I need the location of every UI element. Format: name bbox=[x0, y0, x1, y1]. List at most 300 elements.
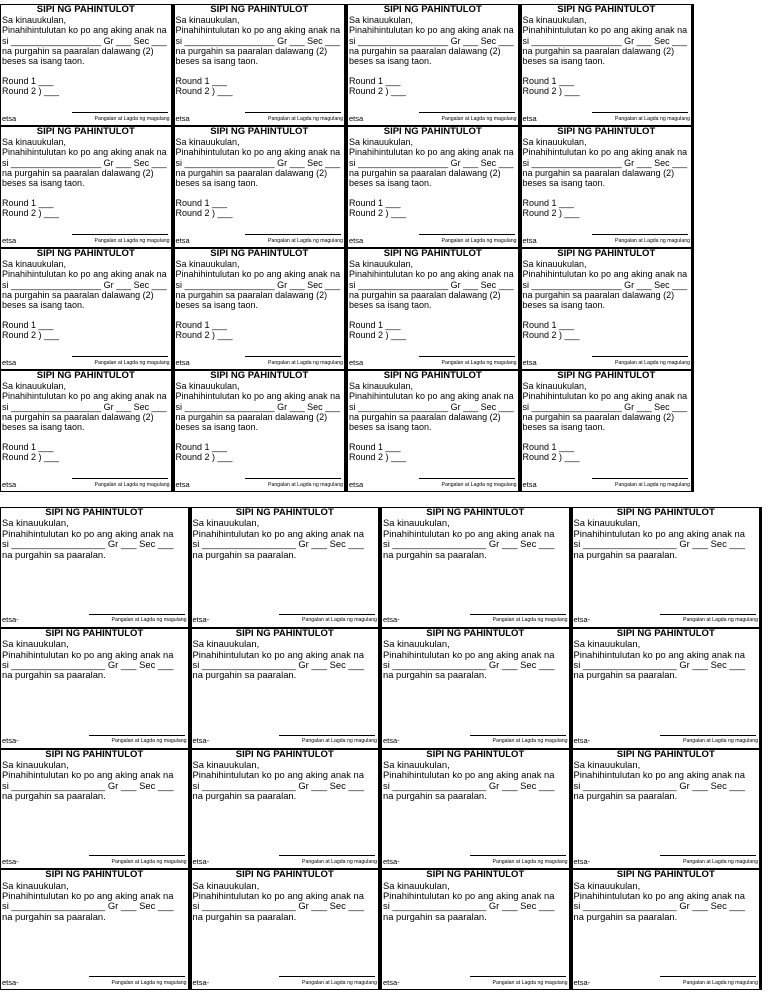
slip-greeting: Sa kinauukulan, bbox=[573, 758, 641, 770]
slip-frequency-line: beses sa isang taon. bbox=[522, 178, 606, 189]
slip-greeting: Sa kinauukulan, bbox=[192, 879, 260, 891]
slip-round-1: Round 1 ___ bbox=[2, 198, 54, 209]
slip-title: SIPI NG PAHINTULOT bbox=[616, 627, 715, 639]
slip-frequency-line: beses sa isang taon. bbox=[2, 422, 85, 433]
slip-permission-line: Pinahihintulutan ko po ang aking anak na bbox=[383, 890, 555, 902]
permission-slip bbox=[0, 248, 174, 370]
slip-student-line: si __________________ Gr ___ Sec ___ bbox=[522, 35, 688, 46]
slip-date-label: etsa- bbox=[383, 856, 400, 866]
slip-signature-label: Pangalan at Lagda ng magulang bbox=[268, 237, 343, 244]
slip-title: SIPI NG PAHINTULOT bbox=[210, 4, 309, 15]
slip-purpose-line: na purgahin sa paaralan. bbox=[573, 790, 678, 802]
slip-greeting: Sa kinauukulan, bbox=[383, 517, 450, 529]
slip-purpose-line: na purgahin sa paaralan. bbox=[192, 548, 297, 560]
slip-greeting: Sa kinauukulan, bbox=[573, 879, 641, 891]
slip-frequency-line: beses sa isang taon. bbox=[175, 178, 259, 189]
slip-round-1: Round 1 ___ bbox=[175, 76, 228, 87]
slip-purpose-line: na purgahin sa paaralan. bbox=[192, 669, 297, 681]
slip-signature-label: Pangalan at Lagda ng magulang bbox=[268, 481, 343, 488]
slip-date-label: etsa bbox=[175, 479, 190, 489]
slip-purpose-line: na purgahin sa paaralan dalawang (2) bbox=[522, 289, 675, 300]
slip-student-line: si __________________ Gr ___ Sec ___ bbox=[2, 401, 167, 412]
slip-title: SIPI NG PAHINTULOT bbox=[45, 748, 144, 760]
slip-student-line: si __________________ Gr ___ Sec ___ bbox=[175, 401, 341, 412]
slip-frequency-line: beses sa isang taon. bbox=[349, 300, 432, 311]
slip-date-label: etsa- bbox=[192, 977, 210, 987]
permission-slip bbox=[347, 126, 521, 248]
slip-purpose-line: na purgahin sa paaralan. bbox=[192, 910, 297, 922]
slip-permission-line: Pinahihintulutan ko po ang aking anak na bbox=[2, 648, 174, 660]
slip-frequency-line: beses sa isang taon. bbox=[2, 300, 85, 311]
slip-permission-line: Pinahihintulutan ko po ang aking anak na bbox=[2, 25, 167, 36]
slip-date-label: etsa- bbox=[2, 856, 19, 866]
slip-title: SIPI NG PAHINTULOT bbox=[210, 370, 309, 381]
slip-purpose-line: na purgahin sa paaralan dalawang (2) bbox=[522, 411, 675, 422]
slip-greeting: Sa kinauukulan, bbox=[383, 638, 450, 650]
permission-slip bbox=[0, 370, 174, 492]
slip-date-label: etsa- bbox=[192, 615, 210, 625]
slip-date-label: etsa bbox=[175, 357, 190, 367]
slip-greeting: Sa kinauukulan, bbox=[2, 517, 69, 529]
slip-title: SIPI NG PAHINTULOT bbox=[45, 627, 144, 639]
slip-round-2: Round 2 ) ___ bbox=[349, 452, 407, 463]
slip-round-2: Round 2 ) ___ bbox=[2, 452, 60, 463]
permission-slip bbox=[191, 869, 382, 990]
slip-student-line: si __________________ Gr ___ Sec ___ bbox=[2, 157, 167, 168]
slip-signature-label: Pangalan at Lagda ng magulang bbox=[492, 738, 568, 745]
slip-round-2: Round 2 ) ___ bbox=[175, 452, 233, 463]
slip-permission-line: Pinahihintulutan ko po ang aking anak na bbox=[2, 147, 167, 158]
slip-frequency-line: beses sa isang taon. bbox=[2, 56, 85, 67]
slip-student-line: si __________________ Gr ___ Sec ___ bbox=[2, 779, 174, 791]
slip-date-label: etsa- bbox=[192, 856, 210, 866]
slip-signature-label: Pangalan at Lagda ng magulang bbox=[94, 359, 170, 366]
slip-title: SIPI NG PAHINTULOT bbox=[616, 748, 715, 760]
slip-signature-label: Pangalan at Lagda ng magulang bbox=[441, 237, 517, 244]
permission-slip bbox=[0, 749, 191, 870]
slip-title: SIPI NG PAHINTULOT bbox=[426, 748, 525, 760]
slip-date-label: etsa- bbox=[2, 615, 19, 625]
slip-student-line: si __________________ Gr ___ Sec ___ bbox=[175, 35, 341, 46]
slip-permission-line: Pinahihintulutan ko po ang aking anak na bbox=[383, 648, 555, 660]
slip-title: SIPI NG PAHINTULOT bbox=[36, 126, 135, 137]
slip-greeting: Sa kinauukulan, bbox=[175, 259, 240, 270]
slip-frequency-line: beses sa isang taon. bbox=[349, 422, 432, 433]
slip-round-2: Round 2 ) ___ bbox=[522, 86, 580, 97]
slip-purpose-line: na purgahin sa paaralan. bbox=[383, 910, 487, 922]
slip-date-label: etsa bbox=[522, 479, 537, 489]
slip-greeting: Sa kinauukulan, bbox=[522, 259, 587, 270]
slip-greeting: Sa kinauukulan, bbox=[349, 137, 414, 148]
slip-signature-label: Pangalan at Lagda ng magulang bbox=[302, 617, 377, 624]
slip-frequency-line: beses sa isang taon. bbox=[175, 300, 259, 311]
slip-purpose-line: na purgahin sa paaralan. bbox=[2, 790, 106, 802]
slip-student-line: si __________________ Gr ___ Sec ___ bbox=[349, 35, 514, 46]
slip-title: SIPI NG PAHINTULOT bbox=[45, 507, 144, 518]
slip-student-line: si __________________ Gr ___ Sec ___ bbox=[175, 279, 341, 290]
slip-student-line: si __________________ Gr ___ Sec ___ bbox=[522, 401, 688, 412]
slip-student-line: si __________________ Gr ___ Sec ___ bbox=[175, 157, 341, 168]
slip-round-1: Round 1 ___ bbox=[2, 76, 54, 87]
slip-student-line: si __________________ Gr ___ Sec ___ bbox=[383, 900, 555, 912]
slip-permission-line: Pinahihintulutan ko po ang aking anak na bbox=[522, 25, 688, 36]
slip-signature-label: Pangalan at Lagda ng magulang bbox=[492, 979, 568, 986]
slip-round-1: Round 1 ___ bbox=[522, 198, 575, 209]
slip-purpose-line: na purgahin sa paaralan dalawang (2) bbox=[2, 289, 154, 300]
permission-slip bbox=[347, 370, 521, 492]
permission-slip bbox=[572, 507, 763, 628]
slip-round-1: Round 1 ___ bbox=[349, 320, 401, 331]
slip-student-line: si __________________ Gr ___ Sec ___ bbox=[192, 538, 364, 550]
slip-title: SIPI NG PAHINTULOT bbox=[383, 126, 482, 137]
slip-date-label: etsa- bbox=[383, 615, 400, 625]
slip-purpose-line: na purgahin sa paaralan. bbox=[573, 669, 678, 681]
slip-round-2: Round 2 ) ___ bbox=[175, 330, 233, 341]
slip-purpose-line: na purgahin sa paaralan. bbox=[383, 790, 487, 802]
slip-purpose-line: na purgahin sa paaralan. bbox=[2, 669, 106, 681]
permission-slip bbox=[347, 248, 521, 370]
slip-purpose-line: na purgahin sa paaralan. bbox=[2, 910, 106, 922]
slip-permission-line: Pinahihintulutan ko po ang aking anak na bbox=[573, 527, 745, 539]
slip-greeting: Sa kinauukulan, bbox=[349, 15, 414, 26]
slip-signature-label: Pangalan at Lagda ng magulang bbox=[268, 359, 343, 366]
slip-signature-label: Pangalan at Lagda ng magulang bbox=[441, 359, 517, 366]
slip-round-1: Round 1 ___ bbox=[175, 320, 228, 331]
slip-greeting: Sa kinauukulan, bbox=[349, 259, 414, 270]
slip-purpose-line: na purgahin sa paaralan dalawang (2) bbox=[2, 167, 154, 178]
permission-slips-single bbox=[0, 507, 762, 990]
slip-student-line: si __________________ Gr ___ Sec ___ bbox=[522, 157, 688, 168]
slip-signature-label: Pangalan at Lagda ng magulang bbox=[683, 617, 758, 624]
slip-permission-line: Pinahihintulutan ko po ang aking anak na bbox=[573, 769, 745, 781]
slip-student-line: si __________________ Gr ___ Sec ___ bbox=[192, 900, 364, 912]
slip-round-1: Round 1 ___ bbox=[349, 442, 401, 453]
permission-slip bbox=[572, 749, 763, 870]
slip-permission-line: Pinahihintulutan ko po ang aking anak na bbox=[2, 769, 174, 781]
slip-title: SIPI NG PAHINTULOT bbox=[557, 4, 656, 15]
permission-slip bbox=[0, 4, 174, 126]
slip-purpose-line: na purgahin sa paaralan dalawang (2) bbox=[175, 45, 328, 56]
slip-purpose-line: na purgahin sa paaralan. bbox=[2, 548, 106, 560]
slip-date-label: etsa- bbox=[2, 736, 19, 746]
slip-signature-label: Pangalan at Lagda ng magulang bbox=[615, 115, 690, 122]
slip-greeting: Sa kinauukulan, bbox=[2, 879, 69, 891]
permission-slip bbox=[0, 628, 191, 749]
permission-slip bbox=[521, 4, 695, 126]
slip-purpose-line: na purgahin sa paaralan dalawang (2) bbox=[175, 411, 328, 422]
slip-student-line: si __________________ Gr ___ Sec ___ bbox=[192, 658, 364, 670]
slip-permission-line: Pinahihintulutan ko po ang aking anak na bbox=[349, 269, 514, 280]
slip-round-1: Round 1 ___ bbox=[349, 76, 401, 87]
slip-signature-label: Pangalan at Lagda ng magulang bbox=[111, 979, 187, 986]
slip-signature-label: Pangalan at Lagda ng magulang bbox=[615, 359, 690, 366]
slip-student-line: si __________________ Gr ___ Sec ___ bbox=[2, 279, 167, 290]
slip-round-1: Round 1 ___ bbox=[349, 198, 401, 209]
slip-title: SIPI NG PAHINTULOT bbox=[210, 126, 309, 137]
slip-signature-label: Pangalan at Lagda ng magulang bbox=[492, 617, 568, 624]
slip-round-2: Round 2 ) ___ bbox=[175, 86, 233, 97]
slip-permission-line: Pinahihintulutan ko po ang aking anak na bbox=[349, 391, 514, 402]
slip-greeting: Sa kinauukulan, bbox=[2, 15, 67, 26]
slip-greeting: Sa kinauukulan, bbox=[2, 137, 67, 148]
slip-signature-label: Pangalan at Lagda ng magulang bbox=[683, 858, 758, 865]
permission-slip bbox=[174, 4, 348, 126]
slip-frequency-line: beses sa isang taon. bbox=[349, 56, 432, 67]
slip-purpose-line: na purgahin sa paaralan dalawang (2) bbox=[349, 167, 501, 178]
slip-purpose-line: na purgahin sa paaralan. bbox=[573, 910, 678, 922]
permission-slip bbox=[381, 749, 572, 870]
slip-signature-label: Pangalan at Lagda ng magulang bbox=[615, 237, 690, 244]
slip-date-label: etsa bbox=[349, 113, 364, 123]
permission-slip bbox=[521, 370, 695, 492]
slip-student-line: si __________________ Gr ___ Sec ___ bbox=[2, 900, 174, 912]
slip-greeting: Sa kinauukulan, bbox=[522, 15, 587, 26]
slip-greeting: Sa kinauukulan, bbox=[383, 758, 450, 770]
permission-slip bbox=[572, 628, 763, 749]
slip-signature-label: Pangalan at Lagda ng magulang bbox=[111, 617, 187, 624]
permission-slip bbox=[381, 869, 572, 990]
slip-greeting: Sa kinauukulan, bbox=[192, 517, 260, 529]
slip-title: SIPI NG PAHINTULOT bbox=[557, 126, 656, 137]
slip-signature-label: Pangalan at Lagda ng magulang bbox=[268, 115, 343, 122]
slip-permission-line: Pinahihintulutan ko po ang aking anak na bbox=[175, 391, 341, 402]
permission-slip bbox=[174, 370, 348, 492]
slip-signature-label: Pangalan at Lagda ng magulang bbox=[441, 115, 517, 122]
slip-greeting: Sa kinauukulan, bbox=[175, 137, 240, 148]
slip-permission-line: Pinahihintulutan ko po ang aking anak na bbox=[192, 890, 364, 902]
slip-purpose-line: na purgahin sa paaralan dalawang (2) bbox=[2, 45, 154, 56]
slip-greeting: Sa kinauukulan, bbox=[2, 259, 67, 270]
slip-purpose-line: na purgahin sa paaralan dalawang (2) bbox=[175, 289, 328, 300]
slip-round-2: Round 2 ) ___ bbox=[2, 330, 60, 341]
slip-greeting: Sa kinauukulan, bbox=[192, 758, 260, 770]
slip-title: SIPI NG PAHINTULOT bbox=[383, 4, 482, 15]
slip-title: SIPI NG PAHINTULOT bbox=[616, 869, 715, 881]
slip-title: SIPI NG PAHINTULOT bbox=[616, 507, 715, 518]
slip-permission-line: Pinahihintulutan ko po ang aking anak na bbox=[2, 890, 174, 902]
slip-round-2: Round 2 ) ___ bbox=[175, 208, 233, 219]
slip-title: SIPI NG PAHINTULOT bbox=[36, 4, 135, 15]
slip-title: SIPI NG PAHINTULOT bbox=[36, 370, 135, 381]
slip-permission-line: Pinahihintulutan ko po ang aking anak na bbox=[522, 391, 688, 402]
slip-permission-line: Pinahihintulutan ko po ang aking anak na bbox=[175, 25, 341, 36]
slip-round-1: Round 1 ___ bbox=[175, 198, 228, 209]
slip-date-label: etsa- bbox=[573, 736, 591, 746]
permission-slip bbox=[572, 869, 763, 990]
slip-purpose-line: na purgahin sa paaralan dalawang (2) bbox=[349, 45, 501, 56]
permission-slips-two-rounds bbox=[0, 4, 694, 492]
slip-date-label: etsa- bbox=[573, 856, 591, 866]
slip-signature-label: Pangalan at Lagda ng magulang bbox=[302, 858, 377, 865]
permission-slip bbox=[347, 4, 521, 126]
permission-slip bbox=[381, 628, 572, 749]
permission-slip bbox=[0, 507, 191, 628]
slip-title: SIPI NG PAHINTULOT bbox=[383, 248, 482, 259]
slip-round-2: Round 2 ) ___ bbox=[349, 330, 407, 341]
permission-slip bbox=[191, 507, 382, 628]
slip-round-1: Round 1 ___ bbox=[522, 442, 575, 453]
slip-purpose-line: na purgahin sa paaralan dalawang (2) bbox=[175, 167, 328, 178]
slip-date-label: etsa bbox=[2, 235, 17, 245]
slip-date-label: etsa- bbox=[2, 977, 19, 987]
permission-slip bbox=[0, 126, 174, 248]
slip-student-line: si __________________ Gr ___ Sec ___ bbox=[573, 538, 745, 550]
slip-round-1: Round 1 ___ bbox=[522, 76, 575, 87]
slip-date-label: etsa bbox=[349, 235, 364, 245]
slip-title: SIPI NG PAHINTULOT bbox=[426, 869, 525, 881]
slip-title: SIPI NG PAHINTULOT bbox=[235, 627, 334, 639]
slip-date-label: etsa bbox=[522, 235, 537, 245]
slip-date-label: etsa bbox=[349, 357, 364, 367]
slip-signature-label: Pangalan at Lagda ng magulang bbox=[615, 481, 690, 488]
slip-purpose-line: na purgahin sa paaralan dalawang (2) bbox=[522, 167, 675, 178]
slip-round-2: Round 2 ) ___ bbox=[349, 208, 407, 219]
slip-signature-label: Pangalan at Lagda ng magulang bbox=[683, 979, 758, 986]
slip-permission-line: Pinahihintulutan ko po ang aking anak na bbox=[522, 269, 688, 280]
slip-student-line: si __________________ Gr ___ Sec ___ bbox=[349, 157, 514, 168]
slip-permission-line: Pinahihintulutan ko po ang aking anak na bbox=[175, 269, 341, 280]
slip-purpose-line: na purgahin sa paaralan dalawang (2) bbox=[349, 289, 501, 300]
slip-frequency-line: beses sa isang taon. bbox=[522, 422, 606, 433]
slip-student-line: si __________________ Gr ___ Sec ___ bbox=[383, 779, 555, 791]
slip-date-label: etsa- bbox=[192, 736, 210, 746]
slip-frequency-line: beses sa isang taon. bbox=[2, 178, 85, 189]
slip-title: SIPI NG PAHINTULOT bbox=[235, 507, 334, 518]
slip-title: SIPI NG PAHINTULOT bbox=[383, 370, 482, 381]
slip-date-label: etsa bbox=[522, 113, 537, 123]
slip-date-label: etsa bbox=[2, 479, 17, 489]
slip-round-1: Round 1 ___ bbox=[522, 320, 575, 331]
permission-slip bbox=[191, 628, 382, 749]
slip-purpose-line: na purgahin sa paaralan dalawang (2) bbox=[2, 411, 154, 422]
slip-student-line: si __________________ Gr ___ Sec ___ bbox=[383, 538, 555, 550]
slip-round-2: Round 2 ) ___ bbox=[522, 208, 580, 219]
slip-signature-label: Pangalan at Lagda ng magulang bbox=[111, 858, 187, 865]
permission-slip bbox=[521, 248, 695, 370]
slip-student-line: si __________________ Gr ___ Sec ___ bbox=[2, 538, 174, 550]
slip-purpose-line: na purgahin sa paaralan. bbox=[192, 790, 297, 802]
slip-student-line: si __________________ Gr ___ Sec ___ bbox=[2, 658, 174, 670]
slip-signature-label: Pangalan at Lagda ng magulang bbox=[94, 481, 170, 488]
slip-title: SIPI NG PAHINTULOT bbox=[557, 370, 656, 381]
slip-permission-line: Pinahihintulutan ko po ang aking anak na bbox=[2, 527, 174, 539]
slip-greeting: Sa kinauukulan, bbox=[192, 638, 260, 650]
permission-slip bbox=[191, 749, 382, 870]
slip-title: SIPI NG PAHINTULOT bbox=[210, 248, 309, 259]
slip-round-1: Round 1 ___ bbox=[2, 320, 54, 331]
slip-purpose-line: na purgahin sa paaralan dalawang (2) bbox=[349, 411, 501, 422]
slip-permission-line: Pinahihintulutan ko po ang aking anak na bbox=[349, 147, 514, 158]
permission-slip bbox=[521, 126, 695, 248]
slip-frequency-line: beses sa isang taon. bbox=[522, 300, 606, 311]
slip-permission-line: Pinahihintulutan ko po ang aking anak na bbox=[192, 648, 364, 660]
slip-round-2: Round 2 ) ___ bbox=[522, 330, 580, 341]
slip-date-label: etsa bbox=[349, 479, 364, 489]
slip-date-label: etsa- bbox=[573, 977, 591, 987]
slip-date-label: etsa bbox=[522, 357, 537, 367]
slip-date-label: etsa- bbox=[383, 977, 400, 987]
slip-permission-line: Pinahihintulutan ko po ang aking anak na bbox=[573, 648, 745, 660]
slip-date-label: etsa bbox=[2, 113, 17, 123]
permission-slip bbox=[174, 126, 348, 248]
slip-permission-line: Pinahihintulutan ko po ang aking anak na bbox=[192, 527, 364, 539]
slip-greeting: Sa kinauukulan, bbox=[383, 879, 450, 891]
slip-student-line: si __________________ Gr ___ Sec ___ bbox=[192, 779, 364, 791]
slip-title: SIPI NG PAHINTULOT bbox=[235, 869, 334, 881]
slip-round-2: Round 2 ) ___ bbox=[349, 86, 407, 97]
permission-slip bbox=[174, 248, 348, 370]
slip-greeting: Sa kinauukulan, bbox=[522, 137, 587, 148]
slip-student-line: si __________________ Gr ___ Sec ___ bbox=[349, 279, 514, 290]
slip-permission-line: Pinahihintulutan ko po ang aking anak na bbox=[522, 147, 688, 158]
slip-round-2: Round 2 ) ___ bbox=[522, 452, 580, 463]
slip-greeting: Sa kinauukulan, bbox=[175, 381, 240, 392]
slip-signature-label: Pangalan at Lagda ng magulang bbox=[94, 115, 170, 122]
slip-signature-label: Pangalan at Lagda ng magulang bbox=[683, 738, 758, 745]
slip-permission-line: Pinahihintulutan ko po ang aking anak na bbox=[192, 769, 364, 781]
slip-greeting: Sa kinauukulan, bbox=[175, 15, 240, 26]
slip-permission-line: Pinahihintulutan ko po ang aking anak na bbox=[573, 890, 745, 902]
slip-student-line: si __________________ Gr ___ Sec ___ bbox=[573, 779, 745, 791]
slip-greeting: Sa kinauukulan, bbox=[2, 381, 67, 392]
slip-signature-label: Pangalan at Lagda ng magulang bbox=[302, 979, 377, 986]
slip-student-line: si __________________ Gr ___ Sec ___ bbox=[349, 401, 514, 412]
slip-round-2: Round 2 ) ___ bbox=[2, 208, 60, 219]
slip-purpose-line: na purgahin sa paaralan. bbox=[383, 548, 487, 560]
slip-title: SIPI NG PAHINTULOT bbox=[45, 869, 144, 881]
slip-permission-line: Pinahihintulutan ko po ang aking anak na bbox=[2, 269, 167, 280]
slip-purpose-line: na purgahin sa paaralan dalawang (2) bbox=[522, 45, 675, 56]
slip-date-label: etsa bbox=[175, 113, 190, 123]
slip-greeting: Sa kinauukulan, bbox=[2, 638, 69, 650]
slip-greeting: Sa kinauukulan, bbox=[573, 638, 641, 650]
slip-signature-label: Pangalan at Lagda ng magulang bbox=[94, 237, 170, 244]
slip-date-label: etsa bbox=[2, 357, 17, 367]
slip-round-1: Round 1 ___ bbox=[2, 442, 54, 453]
slip-signature-label: Pangalan at Lagda ng magulang bbox=[492, 858, 568, 865]
slip-date-label: etsa- bbox=[383, 736, 400, 746]
slip-signature-label: Pangalan at Lagda ng magulang bbox=[302, 738, 377, 745]
permission-slip bbox=[0, 869, 191, 990]
slip-permission-line: Pinahihintulutan ko po ang aking anak na bbox=[349, 25, 514, 36]
slip-date-label: etsa- bbox=[573, 615, 591, 625]
slip-permission-line: Pinahihintulutan ko po ang aking anak na bbox=[2, 391, 167, 402]
slip-frequency-line: beses sa isang taon. bbox=[349, 178, 432, 189]
slip-permission-line: Pinahihintulutan ko po ang aking anak na bbox=[175, 147, 341, 158]
slip-purpose-line: na purgahin sa paaralan. bbox=[573, 548, 678, 560]
slip-student-line: si __________________ Gr ___ Sec ___ bbox=[573, 658, 745, 670]
slip-student-line: si __________________ Gr ___ Sec ___ bbox=[383, 658, 555, 670]
slip-permission-line: Pinahihintulutan ko po ang aking anak na bbox=[383, 527, 555, 539]
slip-date-label: etsa bbox=[175, 235, 190, 245]
slip-student-line: si __________________ Gr ___ Sec ___ bbox=[522, 279, 688, 290]
slip-permission-line: Pinahihintulutan ko po ang aking anak na bbox=[383, 769, 555, 781]
slip-signature-label: Pangalan at Lagda ng magulang bbox=[441, 481, 517, 488]
slip-greeting: Sa kinauukulan, bbox=[522, 381, 587, 392]
slip-greeting: Sa kinauukulan, bbox=[2, 758, 69, 770]
slip-signature-label: Pangalan at Lagda ng magulang bbox=[111, 738, 187, 745]
slip-round-1: Round 1 ___ bbox=[175, 442, 228, 453]
slip-frequency-line: beses sa isang taon. bbox=[175, 56, 259, 67]
slip-title: SIPI NG PAHINTULOT bbox=[235, 748, 334, 760]
slip-round-2: Round 2 ) ___ bbox=[2, 86, 60, 97]
slip-student-line: si __________________ Gr ___ Sec ___ bbox=[2, 35, 167, 46]
slip-title: SIPI NG PAHINTULOT bbox=[426, 507, 525, 518]
slip-greeting: Sa kinauukulan, bbox=[349, 381, 414, 392]
slip-frequency-line: beses sa isang taon. bbox=[175, 422, 259, 433]
slip-title: SIPI NG PAHINTULOT bbox=[557, 248, 656, 259]
permission-slip bbox=[381, 507, 572, 628]
